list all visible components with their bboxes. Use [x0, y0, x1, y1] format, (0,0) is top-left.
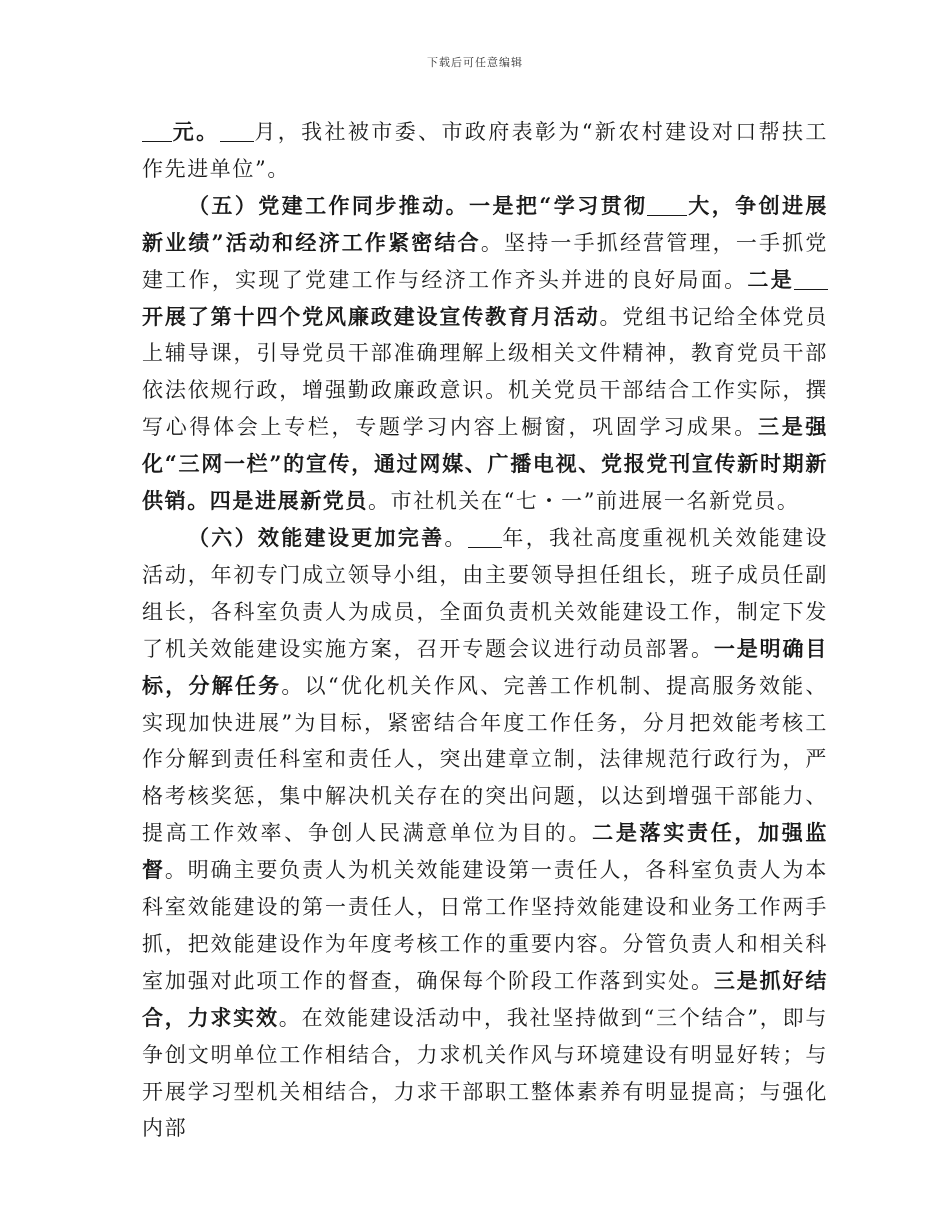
paragraph-2	[142, 188, 828, 520]
bold-text: 元。	[172, 119, 220, 144]
bold-text: 三是抓好结合，力求实效	[142, 967, 829, 1030]
body-text: 。	[444, 525, 468, 550]
fill-blank	[468, 525, 502, 548]
body-text: 。明确主要负责人为机关效能建设第一责任人，各科室负责人为本科室效能建设的第一责任人，日常工作坚持效能建设和业务工作两手抓，把效能建设作为年度考核工作的重要内容。分管负责人和相关科室加强对此项工作的督查，确保每个阶段工作落到实处。	[142, 858, 828, 993]
section-heading: （六）效能建设更加完善	[188, 524, 445, 550]
page-header: 下载后可任意编辑	[427, 56, 523, 69]
bold-text: 二是落实责任，加强监督	[142, 820, 829, 883]
bold-text: 二是	[747, 266, 794, 292]
body-text: 。坚持一手抓经营管理，一手抓党建工作，实现了党建工作与经济工作齐头并进的良好局面。	[142, 230, 829, 292]
paragraph-3	[142, 520, 828, 1147]
body-text: 。在效能建设活动中，我社坚持做到“三个结合”，即与争创文明单位工作相结合，力求机关作风与环境建设有明显好转；与开展学习型机关相结合，力求干部职工整体素养有明显提高；与强化内部	[142, 1005, 828, 1141]
paragraph-1	[142, 114, 828, 188]
fill-blank	[647, 193, 687, 216]
bold-text: 三是强化“三网一栏”的宣传，通过网媒、广播电视、党报党刊宣传新时期新供销。四是进展新党员	[142, 414, 828, 514]
fill-blank	[142, 119, 172, 142]
document-body	[142, 114, 828, 1147]
fill-blank	[220, 119, 254, 142]
fill-blank	[794, 267, 828, 290]
body-text: 年，我社高度重视机关效能建设活动，年初专门成立领导小组，由主要领导担任组长，班子成员任副组长，各科室负责人为成员，全面负责机关效能建设工作，制定下发了机关效能建设实施方案，召开专题会议进行动员部署。	[142, 525, 828, 661]
body-text: 。党组书记给全体党员上辅导课，引导党员干部准确理解上级相关文件精神，教育党员干部依法依规行政，增强勤政廉政意识。机关党员干部结合工作实际，撰写心得体会上专栏，专题学习内容上橱窗，巩固学习成果。	[142, 304, 828, 440]
body-text: 。市社机关在“七・一”前进展一名新党员。	[368, 489, 800, 514]
body-text: 月，我社被市委、市政府表彰为“新农村建设对口帮扶工作先进单位”。	[142, 120, 829, 181]
section-heading: （五）党建工作同步推动。一是把“学习贯彻	[188, 192, 648, 218]
bold-text: 一是明确目标，分解任务	[142, 635, 829, 698]
bold-text: 大，争创进展新业绩”活动和经济工作紧密结合	[142, 192, 829, 255]
body-text: 。以“优化机关作风、完善工作机制、提高服务效能、实现加快进展”为目标，紧密结合年度工作任务，分月把效能考核工作分解到责任科室和责任人，突出建章立制，法律规范行政行为，严格考核奖惩，集中解决机关存在的突出问题，以达到增强干部能力、提高工作效率、争创人民满意单位为目的。	[142, 673, 828, 846]
bold-text: 开展了第十四个党风廉政建设宣传教育月活动	[142, 303, 600, 329]
